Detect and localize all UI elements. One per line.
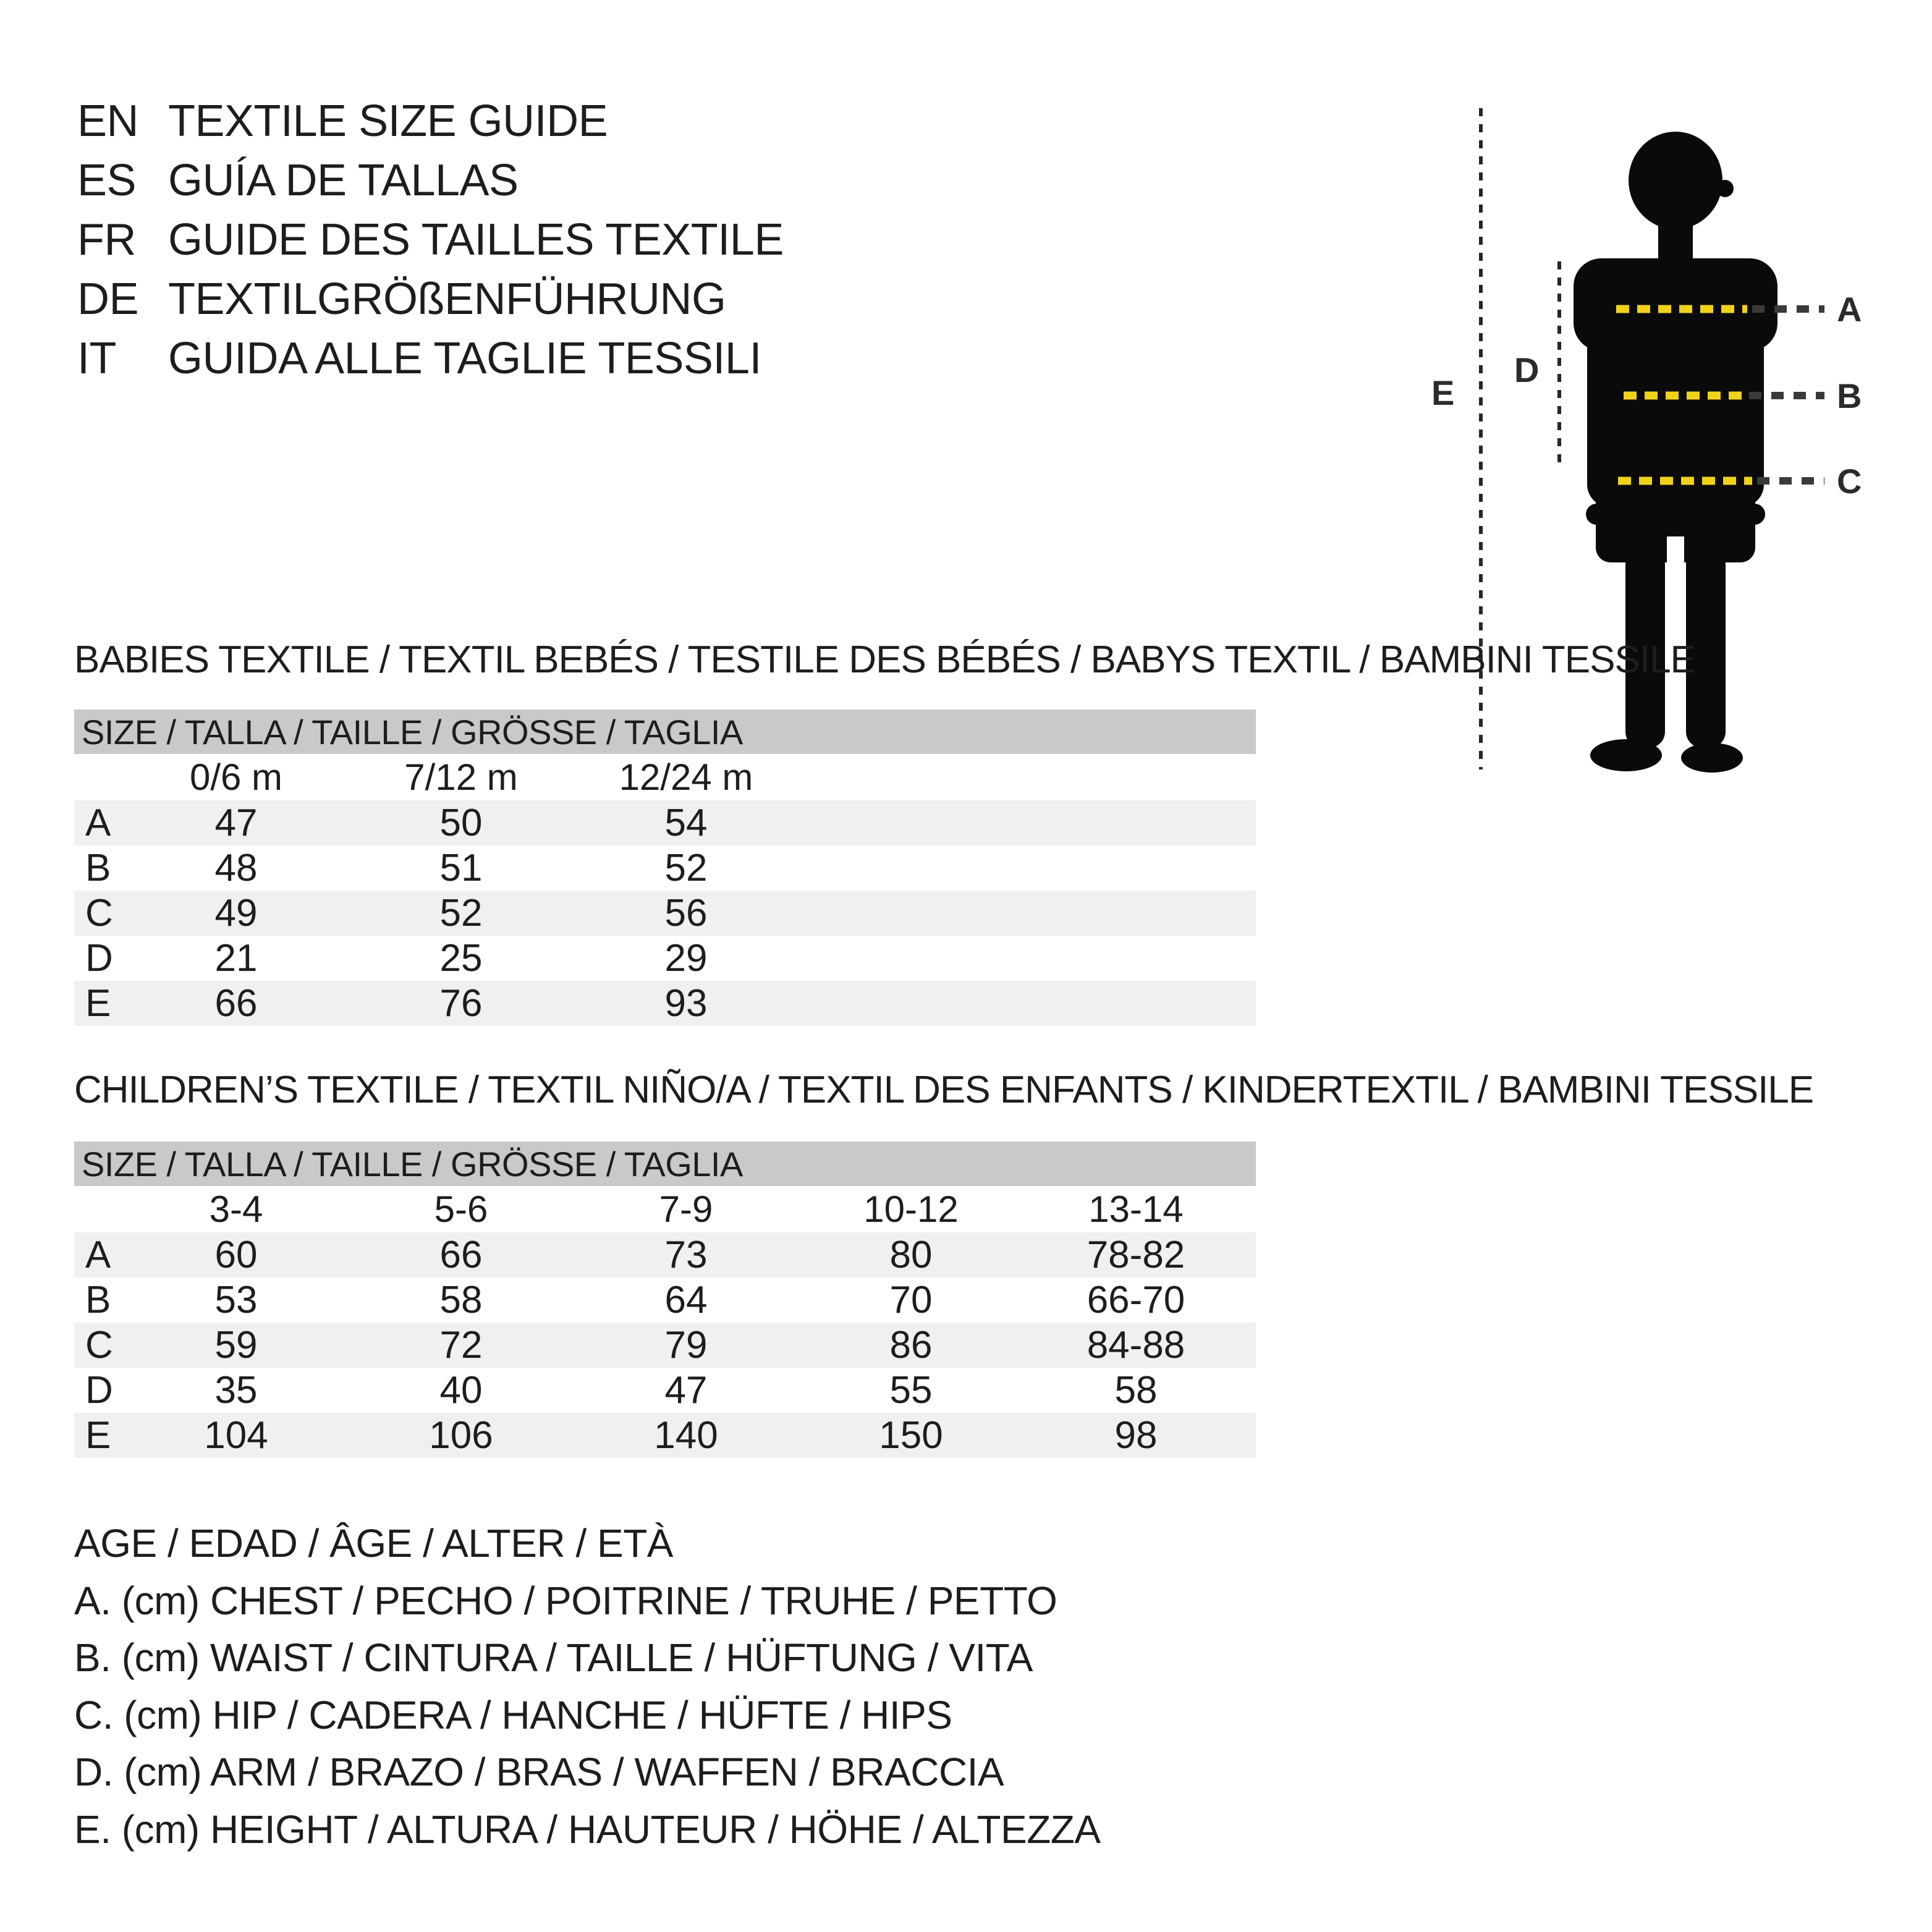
lang-code-it: IT xyxy=(77,334,116,383)
children-section-heading: CHILDREN’S TEXTILE / TEXTIL NIÑO/A / TEXTIL DES ENFANTS / KINDERTEXTIL / BAMBINI TESSILE xyxy=(74,1069,1814,1111)
lang-row-es xyxy=(77,151,784,210)
silhouette-shorts-notch xyxy=(1667,536,1684,565)
lang-row-en xyxy=(77,91,784,151)
figure-label-d: D xyxy=(1514,350,1540,389)
table-cell: 66 xyxy=(214,982,258,1025)
lang-title-de: TEXTILGRÖßENFÜHRUNG xyxy=(168,274,726,324)
table-row-babies-d xyxy=(74,936,1256,981)
table-cell: 140 xyxy=(654,1414,718,1457)
lang-title-en: TEXTILE SIZE GUIDE xyxy=(168,96,608,146)
row-label: E xyxy=(85,982,111,1025)
table-cell: 60 xyxy=(214,1234,258,1276)
table-cell: 93 xyxy=(664,982,708,1025)
table-cell: 58 xyxy=(1114,1369,1158,1412)
table-cell: 40 xyxy=(439,1369,483,1412)
row-label: D xyxy=(85,1369,113,1412)
babies-section-heading: BABIES TEXTILE / TEXTIL BEBÉS / TESTILE DES BÉBÉS / BABYS TEXTIL / BAMBINI TESSILE xyxy=(74,638,1695,681)
silhouette-torso xyxy=(1587,271,1764,507)
table-cell: 58 xyxy=(439,1279,483,1321)
table-cell: 104 xyxy=(204,1414,268,1457)
table-row-children-e xyxy=(74,1413,1256,1458)
lang-row-it xyxy=(77,329,784,388)
legend-hip: C. (cm) HIP / CADERA / HANCHE / HÜFTE / HIPS xyxy=(74,1692,952,1737)
row-label: A xyxy=(85,1234,111,1276)
legend-waist: B. (cm) WAIST / CINTURA / TAILLE / HÜFTUNG / VITA xyxy=(74,1635,1033,1680)
table-row-babies-b xyxy=(74,845,1256,891)
row-label: B xyxy=(85,1279,111,1321)
children-column-header: 7-9 xyxy=(659,1188,713,1230)
table-cell: 84-88 xyxy=(1087,1324,1185,1366)
measurement-figure-svg xyxy=(1391,87,1932,797)
table-cell: 54 xyxy=(664,802,708,844)
table-cell: 47 xyxy=(214,802,258,844)
row-label: E xyxy=(85,1414,111,1457)
lang-code-es: ES xyxy=(77,156,137,205)
table-cell: 73 xyxy=(664,1234,708,1276)
children-size-header-bar: SIZE / TALLA / TAILLE / GRÖSSE / TAGLIA xyxy=(74,1142,1256,1186)
lang-code-de: DE xyxy=(77,274,139,324)
table-cell: 79 xyxy=(664,1324,708,1366)
lang-title-fr: GUIDE DES TAILLES TEXTILE xyxy=(168,215,784,265)
table-cell: 98 xyxy=(1114,1414,1158,1457)
silhouette-neck xyxy=(1658,213,1693,263)
children-column-header: 10-12 xyxy=(863,1188,959,1230)
babies-size-table xyxy=(74,710,1256,1026)
figure-label-a: A xyxy=(1837,290,1862,329)
children-column-header-row xyxy=(74,1186,1256,1232)
table-cell: 106 xyxy=(429,1414,493,1457)
table-cell: 150 xyxy=(879,1414,943,1457)
children-column-header: 3-4 xyxy=(209,1188,263,1230)
table-cell: 64 xyxy=(664,1279,708,1321)
figure-label-c: C xyxy=(1837,462,1862,501)
table-row-children-d xyxy=(74,1368,1256,1413)
silhouette-right-shoe xyxy=(1681,743,1743,773)
babies-size-header-bar: SIZE / TALLA / TAILLE / GRÖSSE / TAGLIA xyxy=(74,710,1256,754)
language-title-block xyxy=(77,91,784,388)
babies-column-header: 7/12 m xyxy=(404,756,518,798)
lang-title-it: GUIDA ALLE TAGLIE TESSILI xyxy=(168,334,761,383)
table-cell: 29 xyxy=(664,937,708,980)
table-cell: 35 xyxy=(214,1369,258,1412)
silhouette-left-shoe xyxy=(1590,739,1662,771)
lang-code-en: EN xyxy=(77,96,139,146)
measurement-figure xyxy=(1391,87,1932,797)
table-cell: 78-82 xyxy=(1087,1234,1185,1276)
table-cell: 80 xyxy=(889,1234,933,1276)
children-column-header: 13-14 xyxy=(1088,1188,1184,1230)
table-cell: 49 xyxy=(214,892,258,934)
table-row-children-b xyxy=(74,1277,1256,1323)
table-cell: 52 xyxy=(664,847,708,889)
table-cell: 86 xyxy=(889,1324,933,1366)
table-cell: 50 xyxy=(439,802,483,844)
row-label: D xyxy=(85,937,113,980)
table-row-children-a xyxy=(74,1232,1256,1277)
measurement-legend xyxy=(74,1515,1101,1858)
table-cell: 52 xyxy=(439,892,483,934)
table-cell: 66 xyxy=(439,1234,483,1276)
table-cell: 55 xyxy=(889,1369,933,1412)
table-cell: 51 xyxy=(439,847,483,889)
table-row-babies-c xyxy=(74,891,1256,936)
table-cell: 70 xyxy=(889,1279,933,1321)
table-cell: 56 xyxy=(664,892,708,934)
lang-title-es: GUÍA DE TALLAS xyxy=(168,156,519,205)
babies-column-header: 12/24 m xyxy=(619,756,753,798)
legend-age: AGE / EDAD / ÂGE / ALTER / ETÀ xyxy=(74,1521,673,1566)
table-row-babies-e xyxy=(74,981,1256,1026)
table-cell: 76 xyxy=(439,982,483,1025)
table-cell: 47 xyxy=(664,1369,708,1412)
row-label: A xyxy=(85,802,111,844)
lang-row-fr xyxy=(77,210,784,269)
legend-arm: D. (cm) ARM / BRAZO / BRAS / WAFFEN / BRACCIA xyxy=(74,1750,1004,1794)
figure-label-b: B xyxy=(1837,376,1862,415)
table-row-babies-a xyxy=(74,800,1256,845)
legend-chest: A. (cm) CHEST / PECHO / POITRINE / TRUHE / PETTO xyxy=(74,1578,1057,1623)
figure-label-e: E xyxy=(1431,373,1455,412)
table-cell: 66-70 xyxy=(1087,1279,1185,1321)
table-row-children-c xyxy=(74,1323,1256,1368)
babies-column-header: 0/6 m xyxy=(189,756,283,798)
table-cell: 21 xyxy=(214,937,258,980)
table-cell: 59 xyxy=(214,1324,258,1366)
babies-column-header-row xyxy=(74,754,1256,800)
table-cell: 48 xyxy=(214,847,258,889)
children-column-header: 5-6 xyxy=(434,1188,488,1230)
row-label: B xyxy=(85,847,111,889)
table-cell: 72 xyxy=(439,1324,483,1366)
legend-height: E. (cm) HEIGHT / ALTURA / HAUTEUR / HÖHE / ALTEZZA xyxy=(74,1807,1101,1852)
silhouette-ear xyxy=(1716,180,1734,197)
table-cell: 53 xyxy=(214,1279,258,1321)
children-size-table xyxy=(74,1142,1256,1458)
lang-code-fr: FR xyxy=(77,215,136,265)
row-label: C xyxy=(85,892,113,934)
table-cell: 25 xyxy=(439,937,483,980)
row-label: C xyxy=(85,1324,113,1366)
lang-row-de xyxy=(77,269,784,329)
